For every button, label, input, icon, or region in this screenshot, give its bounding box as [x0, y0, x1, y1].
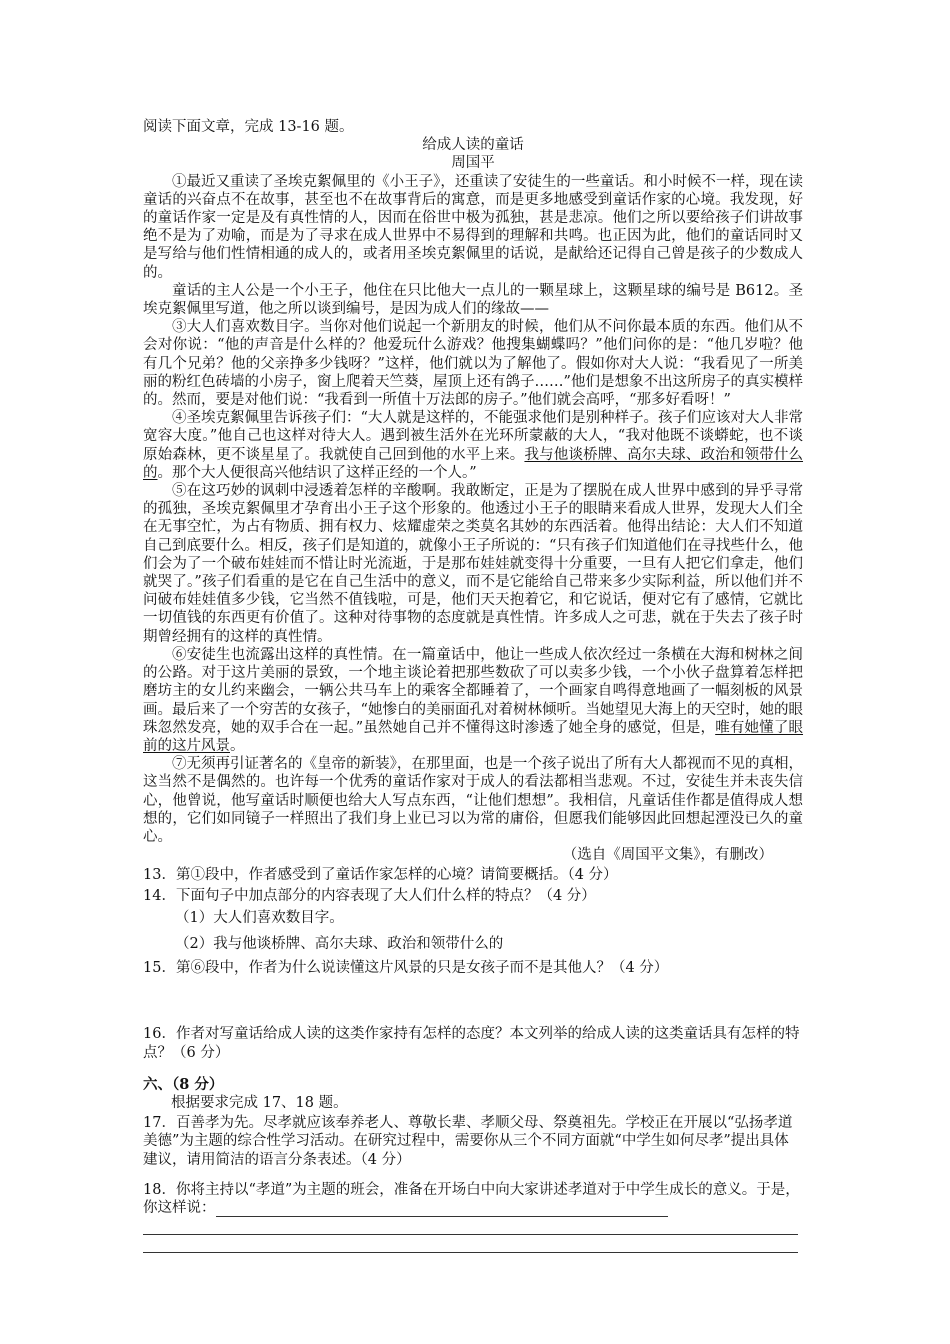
paragraph-3: ③大人们喜欢数目字。当你对他们说起一个新朋友的时候，他们从不问你最本质的东西。他们从不会对你说：“他的声音是什么样的？他爱玩什么游戏？他搜集蝴蝶吗？”他们问你的是：“他几岁啦？他有几个兄弟？他的父亲挣多少钱呀？”这样，他们就以为了解他了。假如你对大人说：“我看见了一所美丽的粉红色砖墙的小房子，窗上爬着天竺葵，屋顶上还有鸽子……”他们是想象不出这所房子的真实模样的。然而，要是对他们说：“我看到一所值十万法郎的房子。”他们就会高呼，“那多好看呀！”	[143, 319, 803, 409]
paragraph-2: 童话的主人公是一个小王子，他住在只比他大一点儿的一颗星球上，这颗星球的编号是 B612。圣埃克絮佩里写道，他之所以谈到编号，是因为成人们的缘故——	[143, 282, 803, 318]
content-area	[143, 118, 803, 1253]
question-14-item-2: （2）我与他谈桥牌、高尔夫球、政治和领带什么的	[175, 935, 504, 952]
answer-line-2[interactable]	[143, 1235, 798, 1253]
answer-space-15[interactable]	[143, 977, 803, 1023]
paragraph-7: ⑦无须再引证著名的《皇帝的新装》，在那里面，也是一个孩子说出了所有大人都视而不见的真相，这当然不是偶然的。也许每一个优秀的童话作家对于成人的看法都相当悲观。不过，安徒生并未丧失信心，他曾说，他写童话时顺便也给大人写点东西，“让他们想想”。我相信，凡童话佳作都是值得成人想想的，它们如同镜子一样照出了我们身上业已习以为常的庸俗，但愿我们能够因此回想起湮没已久的童心。	[143, 756, 803, 845]
paragraph-4-text: ④圣埃克絮佩里告诉孩子们：“大人就是这样的，不能强求他们是别种样子。孩子们应该对大人非常宽容大度。”他自己也这样对待大人。遇到被生活外在光环所蒙蔽的大人，“我对他既不谈蟒蛇，也不谈原始森林，更不谈星星了。我就使自己回到他的水平上来。	[143, 410, 803, 463]
answer-line-1[interactable]	[143, 1217, 798, 1235]
answer-blank-18[interactable]	[216, 1202, 668, 1217]
question-16: 16．作者对写童话给成人读的这类作家持有怎样的态度？本文列举的给成人读的这类童话具有怎样的特点？（6 分）	[143, 1026, 800, 1061]
paragraph-6	[143, 646, 803, 755]
paragraph-4-underlined: 我与他谈桥牌、高尔夫球、政治和领带什么的	[143, 446, 804, 481]
article-source: （选自《周国平文集》，有删改）	[562, 847, 773, 864]
question-18-text: 18．你将主持以“孝道”为主题的班会，准备在开场白中向大家讲述孝道对于中学生成长的意义。于是，你这样说：	[143, 1181, 800, 1216]
paragraph-4	[143, 409, 803, 482]
answer-space-17[interactable]	[143, 1169, 803, 1177]
question-17: 17．百善孝为先。尽孝就应该奉养老人、尊敬长辈、孝顺父母、祭奠祖先。学校正在开展以“弘扬孝道美德”为主题的综合性学习活动。在研究过程中，需要你从三个不同方面就“中学生如何尽孝”提出具体建议，请用简洁的语言分条表述。（4 分）	[143, 1115, 793, 1168]
question-14: 14．下面句子中加点部分的内容表现了大人们什么样的特点？（4 分）	[143, 887, 596, 904]
section-6-instruction: 根据要求完成 17、18 题。	[171, 1094, 348, 1111]
question-18	[143, 1181, 803, 1217]
reading-instruction: 阅读下面文章，完成 13-16 题。	[143, 119, 354, 135]
paragraph-6-tail: 。	[230, 737, 245, 754]
paragraph-6-underlined: 唯有她懂了眼前的这片风景	[143, 719, 804, 754]
question-14-item-1: （1）大人们喜欢数目字。	[175, 909, 344, 926]
question-13: 13．第①段中，作者感受到了童话作家怎样的心境？请简要概括。（4 分）	[143, 867, 618, 884]
section-6-title: 六、（8 分）	[143, 1075, 224, 1093]
article-title: 给成人读的童话	[422, 137, 524, 154]
paragraph-6-text: ⑥安徒生也流露出这样的真性情。在一篇童话中，他让一些成人依次经过一条横在大海和树林之间的公路。对于这片美丽的景致，一个地主谈论着把那些数砍了可以卖多少钱，一个小伙子盘算着怎样把磨坊主的女儿约来幽会，一辆公共马车上的乘客全都睡着了，一个画家自鸣得意地画了一幅刻板的风景画。最后来了一个穷苦的女孩子，“她惨白的美丽面孔对着树林倾听。当她望见大海上的天空时，她的眼珠忽然发亮，她的双手合在一起。”虽然她自己并不懂得这时渗透了她全身的感觉，但是，	[143, 646, 803, 736]
question-15: 15．第⑥段中，作者为什么说读懂这片风景的只是女孩子而不是其他人？（4 分）	[143, 960, 669, 977]
paragraph-4-tail: 。那个大人便很高兴他结识了这样正经的一个人。”	[157, 464, 477, 481]
paragraph-5: ⑤在这巧妙的讽刺中浸透着怎样的辛酸啊。我敢断定，正是为了摆脱在成人世界中感到的异乎寻常的孤独，圣埃克絮佩里才孕育出小王子这个形象的。他透过小王子的眼睛来看成人世界，发现大人们全在无事空忙，为占有物质、拥有权力、炫耀虚荣之类莫名其妙的东西活着。他得出结论：大人们不知道自己到底要什么。相反，孩子们是知道的，就像小王子所说的：“只有孩子们知道他们在寻找些什么，他们会为了一个破布娃娃而不惜让时光流逝，于是那布娃娃就变得十分重要，一旦有人把它们拿走，他们就哭了。”孩子们看重的是它在自己生活中的意义，而不是它能给自己带来多少实际利益，所以他们并不问破布娃娃值多少钱，它当然不值钱啦，可是，他们天天抱着它，和它说话，便对它有了感情，它就比一切值钱的东西更有价值了。这种对待事物的态度就是真性情。许多成人之可悲，就在于失去了孩子时期曾经拥有的这样的真性情。	[143, 483, 803, 645]
article-author: 周国平	[451, 155, 495, 172]
paragraph-1: ①最近又重读了圣埃克絮佩里的《小王子》，还重读了安徒生的一些童话。和小时候不一样，现在读童话的兴奋点不在故事，甚至也不在故事背后的寓意，而是更多地感受到童话作家的心境。我发现，好的童话作家一定是及有真性情的人，因而在俗世中极为孤独，甚是悲凉。他们之所以要给孩子们讲故事绝不是为了劝喻，而是为了寻求在成人世界中不易得到的理解和共鸣。也正因为此，他们的童话同时又是写给与他们性情相通的成人的，或者用圣埃克絮佩里的话说，是献给还记得自己曾是孩子的少数成人的。	[143, 173, 803, 281]
